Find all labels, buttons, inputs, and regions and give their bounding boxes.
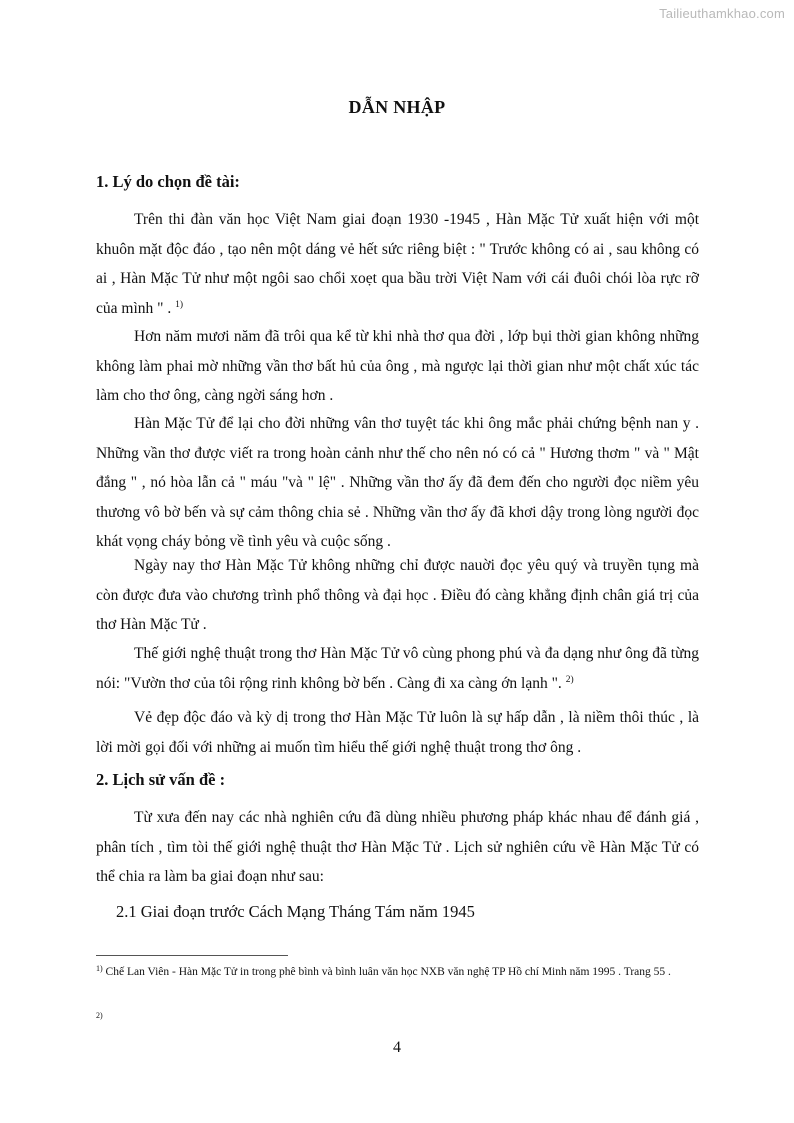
- subsection-heading: 2.1 Giai đoạn trước Cách Mạng Tháng Tám năm 1945: [116, 902, 475, 921]
- section-1-paragraph-2: Hơn năm mươi năm đã trôi qua kể từ khi nhà thơ qua đời , lớp bụi thời gian không những không làm phai mờ những vần thơ bất hủ của ông , mà ngược lại thời gian như một chất xúc tác làm cho thơ ông, càng ngời sáng hơn .: [96, 328, 699, 404]
- section-1-paragraph-3: Hàn Mặc Tử để lại cho đời những vân thơ tuyệt tác khi ông mắc phải chứng bệnh nan y . Những vần thơ được viết ra trong hoàn cảnh như thế cho nên nó có cả " Hương thơm " và " Mật đắng " , nó hòa lẫn cả " máu "và " lệ" . Những vần thơ ấy đã đem đến cho người đọc niềm yêu thương vô bờ bến và sự cảm thông chia sẻ . Những vần thơ ấy đã khơi dậy trong lòng người đọc khát vọng cháy bỏng về tình yêu và cuộc sống .: [96, 415, 699, 550]
- section-1-paragraph-1: [96, 205, 699, 323]
- section-2-heading: 2. Lịch sử vấn đề :: [96, 770, 226, 789]
- page-number: 4: [393, 1039, 401, 1056]
- section-1-heading: 1. Lý do chọn đề tài:: [96, 172, 240, 191]
- footnote-text: Chế Lan Viên - Hàn Mặc Tử in trong phê bình và bình luân văn học NXB văn nghệ TP Hồ chí Minh năm 1995 . Trang 55 .: [105, 966, 671, 978]
- footnote-2-marker: 2): [96, 1011, 103, 1020]
- footnote-ref[interactable]: 2): [565, 674, 574, 685]
- footnote-marker: 1): [96, 964, 103, 973]
- page-title: DẪN NHẬP: [348, 97, 446, 117]
- section-2-paragraph-1: Từ xưa đến nay các nhà nghiên cứu đã dùng nhiều phương pháp khác nhau để đánh giá , phân tích , tìm tòi thế giới nghệ thuật thơ Hàn Mặc Tử . Lịch sử nghiên cứu về Hàn Mặc Tử có thể chia ra làm ba giai đoạn như sau:: [96, 809, 699, 885]
- footnote-1: [96, 964, 699, 980]
- watermark-text: Tailieuthamkhao.com: [659, 6, 785, 21]
- footnote-ref[interactable]: 1): [175, 299, 183, 310]
- footnote-divider: [96, 955, 288, 956]
- paragraph-text: Thế giới nghệ thuật trong thơ Hàn Mặc Tử vô cùng phong phú và đa dạng như ông đã từng nói: "Vườn thơ của tôi rộng rinh không bờ bến . Càng đi xa càng ớn lạnh ".: [96, 645, 699, 692]
- section-1-paragraph-5: [96, 639, 699, 698]
- paragraph-text: Trên thi đàn văn học Việt Nam giai đoạn 1930 -1945 , Hàn Mặc Tử xuất hiện với một khuôn mặt độc đáo , tạo nên một dáng vẻ hết sức riêng biệt : " Trước không có ai , sau không có ai , Hàn Mặc Tử như một ngôi sao chổi xoẹt qua bầu trời Việt Nam với cái đuôi chói lòa rực rỡ của mình " .: [96, 211, 699, 317]
- section-1-paragraph-6: Vẻ đẹp độc đáo và kỳ dị trong thơ Hàn Mặc Tử luôn là sự hấp dẫn , là niềm thôi thúc , là lời mời gọi đối với những ai muốn tìm hiểu thế giới nghệ thuật trong thơ ông .: [96, 709, 699, 756]
- section-1-paragraph-4: Ngày nay thơ Hàn Mặc Tử không những chỉ được nauời đọc yêu quý và truyền tụng mà còn được đưa vào chương trình phổ thông và đại học . Điều đó càng khẳng định chân giá trị của thơ Hàn Mặc Tử .: [96, 557, 699, 633]
